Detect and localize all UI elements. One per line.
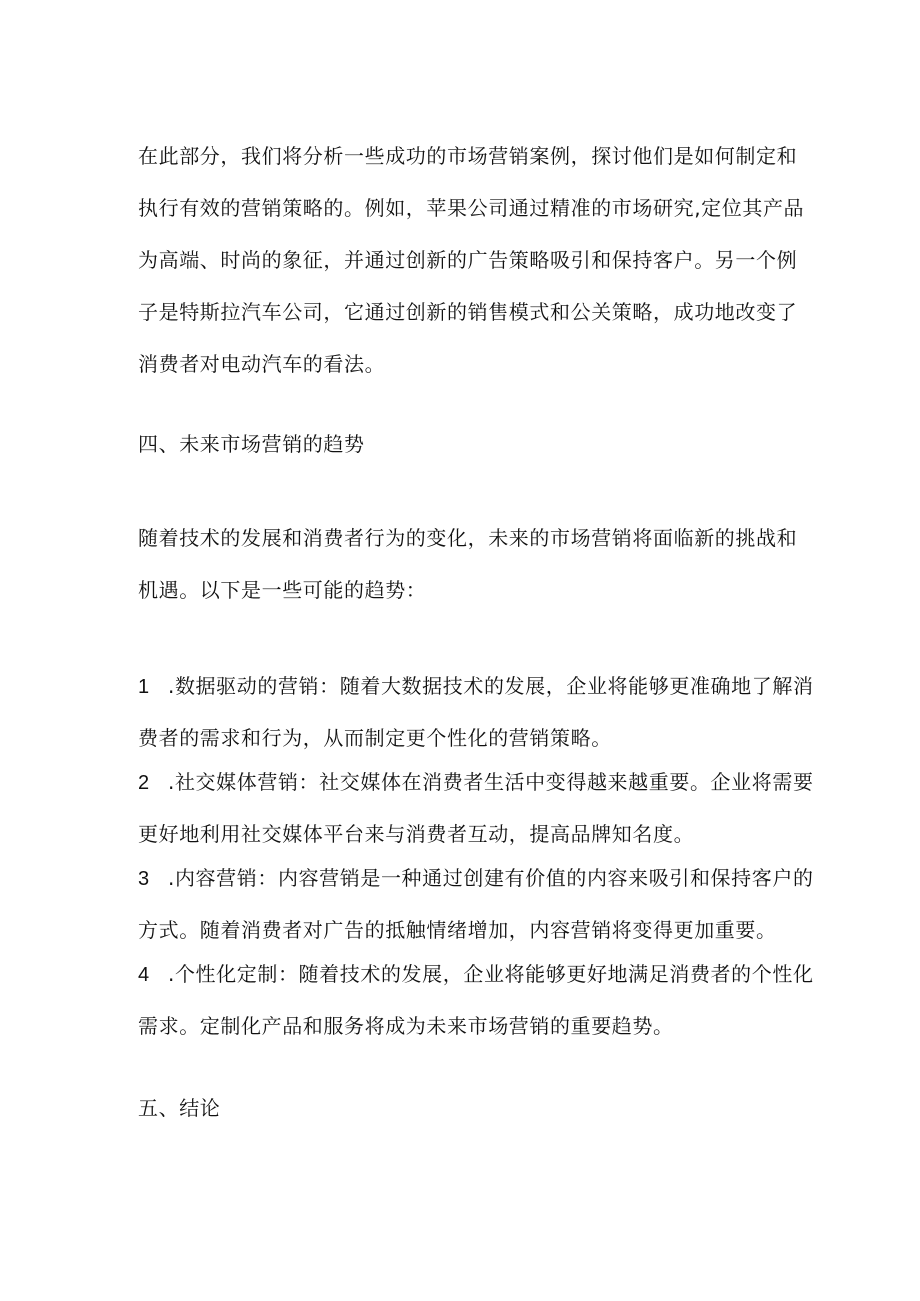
trend-text: .个性化定制：随着技术的发展，企业将能够更好地满足消费者的个性化: [168, 962, 814, 986]
paragraph-line: 机遇。以下是一些可能的趋势：: [138, 578, 427, 602]
trend-text: .数据驱动的营销：随着大数据技术的发展，企业将能够更准确地了解消: [168, 674, 814, 698]
trend-item-3: [138, 852, 814, 956]
paragraph-line: 消费者对电动汽车的看法。: [138, 352, 386, 376]
trend-item-2: [138, 756, 814, 860]
trend-text: 需求。定制化产品和服务将成为未来市场营销的重要趋势。: [138, 1014, 674, 1038]
section-5-heading: 五、结论: [138, 1096, 221, 1120]
intro-paragraph: [138, 130, 805, 390]
section-4-heading: 四、未来市场营销的趋势: [138, 432, 365, 456]
trend-number: 1: [138, 676, 150, 698]
paragraph-line: 在此部分，我们将分析一些成功的市场营销案例，探讨他们是如何制定和: [138, 144, 798, 168]
section-4-intro: [138, 512, 798, 616]
paragraph-line: 随着技术的发展和消费者行为的变化，未来的市场营销将面临新的挑战和: [138, 526, 798, 550]
trend-text: .内容营销：内容营销是一种通过创建有价值的内容来吸引和保持客户的: [168, 866, 814, 890]
trend-item-4: [138, 948, 814, 1052]
paragraph-line: 子是特斯拉汽车公司，它通过创新的销售模式和公关策略，成功地改变了: [138, 300, 798, 324]
trend-text: 费者的需求和行为，从而制定更个性化的营销策略。: [138, 726, 612, 750]
paragraph-line: 执行有效的营销策略的。例如，苹果公司通过精准的市场研究,定位其产品: [138, 196, 805, 220]
trend-text: 方式。随着消费者对广告的抵触情绪增加，内容营销将变得更加重要。: [138, 918, 777, 942]
trend-text: .社交媒体营销：社交媒体在消费者生活中变得越来越重要。企业将需要: [168, 770, 814, 794]
trend-number: 4: [138, 964, 150, 986]
trend-item-1: [138, 660, 814, 764]
trend-number: 3: [138, 868, 150, 890]
trend-text: 更好地利用社交媒体平台来与消费者互动，提高品牌知名度。: [138, 822, 695, 846]
paragraph-line: 为高端、时尚的象征，并通过创新的广告策略吸引和保持客户。另一个例: [138, 248, 798, 272]
trend-number: 2: [138, 772, 150, 794]
